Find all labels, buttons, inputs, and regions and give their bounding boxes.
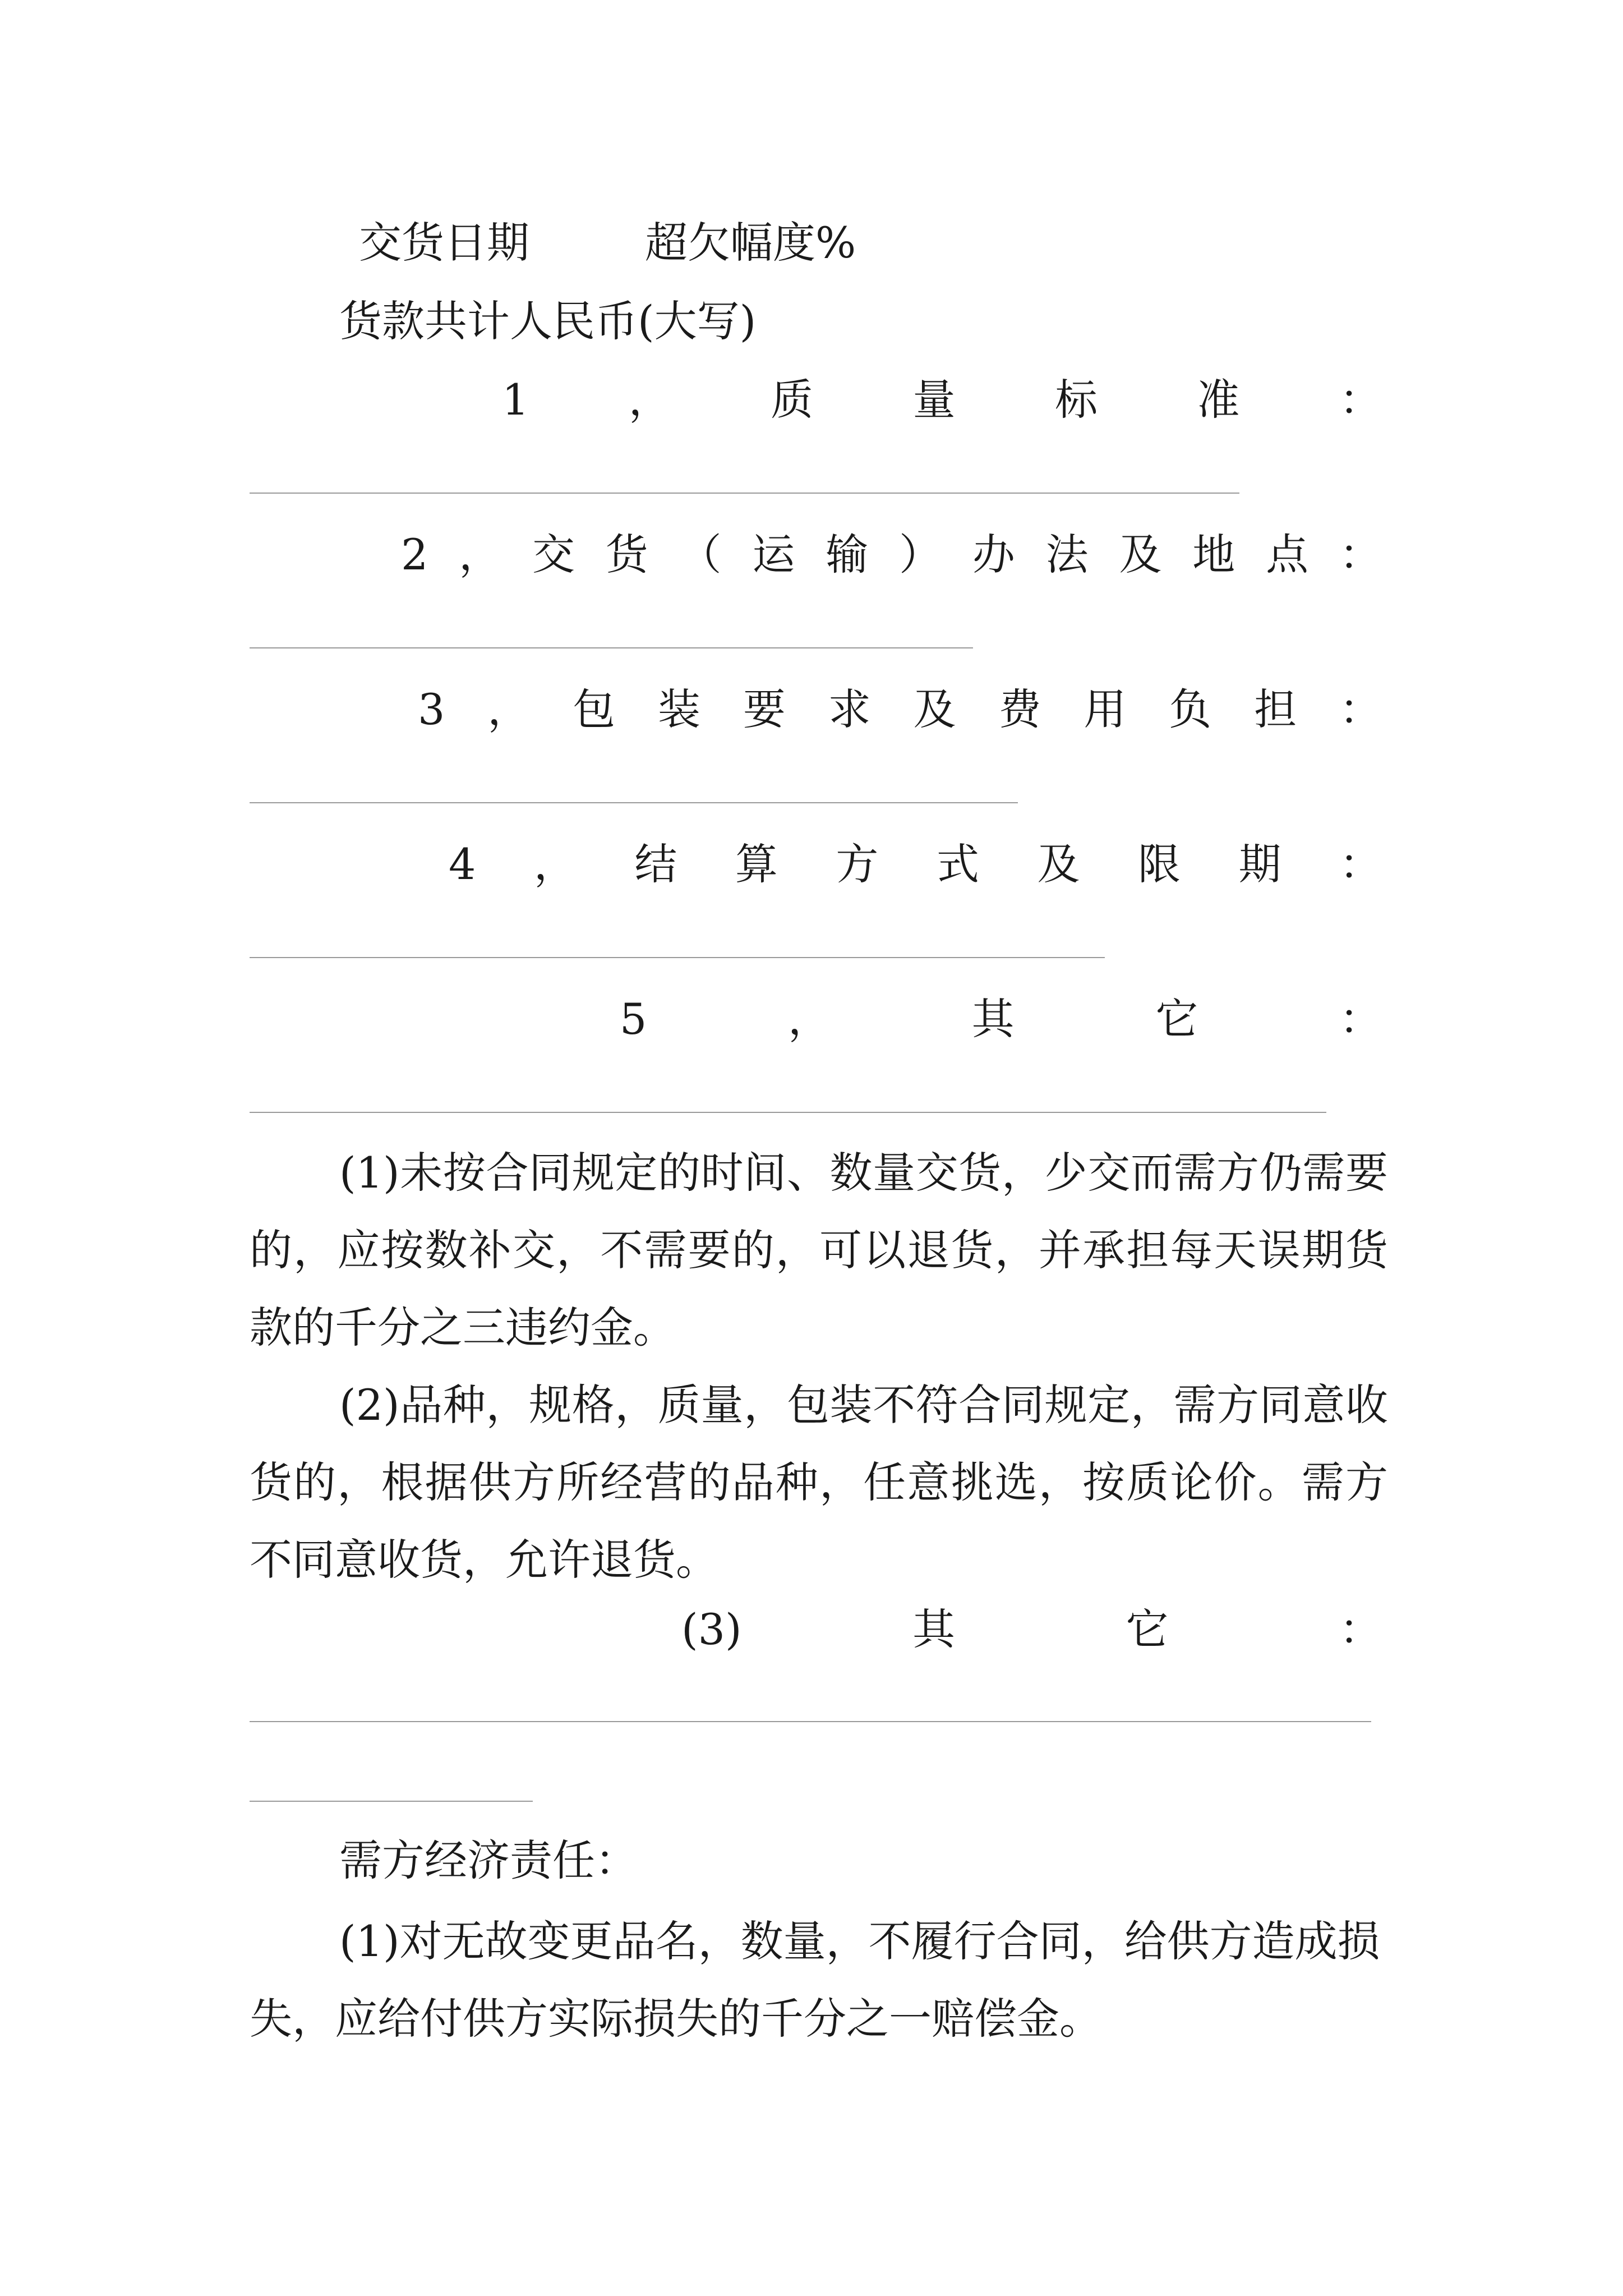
clause-char: 地 <box>1192 530 1235 579</box>
fill-in-line-clause-2 <box>250 647 973 648</box>
fill-in-line-item-3-continued <box>250 1801 533 1802</box>
clause-colon: ： <box>1339 839 1382 889</box>
clause-char: 其 <box>912 1604 956 1654</box>
fill-in-line-item-3 <box>250 1721 1371 1722</box>
clause-char: 包 <box>573 684 616 734</box>
clause-char: 法 <box>1045 530 1089 579</box>
clause-char: （ <box>679 530 722 579</box>
item-number: (3) <box>681 1604 742 1654</box>
buyer-liabilities-heading: 需方经济责任： <box>339 1835 638 1885</box>
clause-char: 式 <box>936 839 979 889</box>
clause-separator: ， <box>487 684 531 734</box>
clause-char: 交 <box>532 530 575 579</box>
fill-in-line-clause-5 <box>250 1112 1326 1113</box>
clause-char: 负 <box>1169 684 1212 734</box>
total-payment-label: 货款共计人民币(大写) <box>339 296 757 346</box>
clause-char: 结 <box>634 839 677 889</box>
supplier-liability-item-1: (1)未按合同规定的时间、数量交货，少交而需方仍需要的，应按数补交，不需要的，可以退货，并承担每天误期货款的千分之三违约金。 <box>250 1148 1388 1352</box>
clause-char: 限 <box>1137 839 1181 889</box>
clause-separator: ， <box>628 375 671 425</box>
clause-2-delivery-method <box>401 524 1382 586</box>
clause-3-packaging <box>418 679 1382 740</box>
clause-char: 点 <box>1266 530 1309 579</box>
tolerance-label: 超欠幅度% <box>645 218 856 268</box>
clause-char: 量 <box>912 375 956 425</box>
clause-char: 质 <box>771 375 814 425</box>
clause-char: 期 <box>1238 839 1281 889</box>
clause-char: 货 <box>605 530 648 579</box>
clause-char: 担 <box>1254 684 1297 734</box>
supplier-liability-item-3-other <box>681 1599 1382 1660</box>
clause-number: 4 <box>449 839 476 889</box>
clause-number: 5 <box>620 994 647 1044</box>
clause-colon: ： <box>1339 530 1382 579</box>
clause-char: 及 <box>913 684 956 734</box>
clause-char: 用 <box>1083 684 1127 734</box>
fill-in-line-clause-1 <box>250 493 1239 494</box>
supplier-liability-item-2: (2)品种，规格，质量，包装不符合同规定，需方同意收货的，根据供方所经营的品种，任意挑选，按质论价。需方不同意收货，允许退货。 <box>250 1380 1388 1585</box>
clause-5-other <box>620 988 1382 1050</box>
clause-1-quality-standard <box>502 369 1382 431</box>
clause-char: 它 <box>1155 994 1198 1044</box>
clause-char: 它 <box>1126 1604 1169 1654</box>
clause-char: 方 <box>836 839 879 889</box>
clause-number: 1 <box>502 375 529 425</box>
clause-colon: ： <box>1339 375 1382 425</box>
clause-colon: ： <box>1339 994 1382 1044</box>
clause-colon: ： <box>1339 684 1382 734</box>
clause-separator: ， <box>533 839 577 889</box>
clause-char: 求 <box>828 684 871 734</box>
clause-char: 运 <box>752 530 795 579</box>
clause-char: 准 <box>1197 375 1240 425</box>
delivery-date-label: 交货日期 <box>359 218 529 268</box>
clause-char: 费 <box>998 684 1041 734</box>
clause-separator: ， <box>788 994 831 1044</box>
clause-char: 标 <box>1055 375 1098 425</box>
clause-char: 装 <box>657 684 700 734</box>
fill-in-line-clause-3 <box>250 802 1018 803</box>
clause-char: 其 <box>971 994 1015 1044</box>
clause-char: 算 <box>735 839 778 889</box>
clause-char: ） <box>899 530 942 579</box>
clause-separator: ， <box>459 530 502 579</box>
buyer-liability-item-1: (1)对无故变更品名，数量，不履行合同，给供方造成损失，应给付供方实际损失的千分之一赔偿金。 <box>250 1916 1380 2044</box>
clause-char: 及 <box>1119 530 1162 579</box>
clause-char: 输 <box>826 530 869 579</box>
clause-number: 2 <box>401 530 428 579</box>
clause-4-settlement <box>449 834 1382 895</box>
clause-char: 及 <box>1037 839 1080 889</box>
item-colon: ： <box>1339 1604 1382 1654</box>
clause-char: 要 <box>743 684 786 734</box>
fill-in-line-clause-4 <box>250 957 1105 958</box>
clause-number: 3 <box>418 684 445 734</box>
clause-char: 办 <box>972 530 1015 579</box>
